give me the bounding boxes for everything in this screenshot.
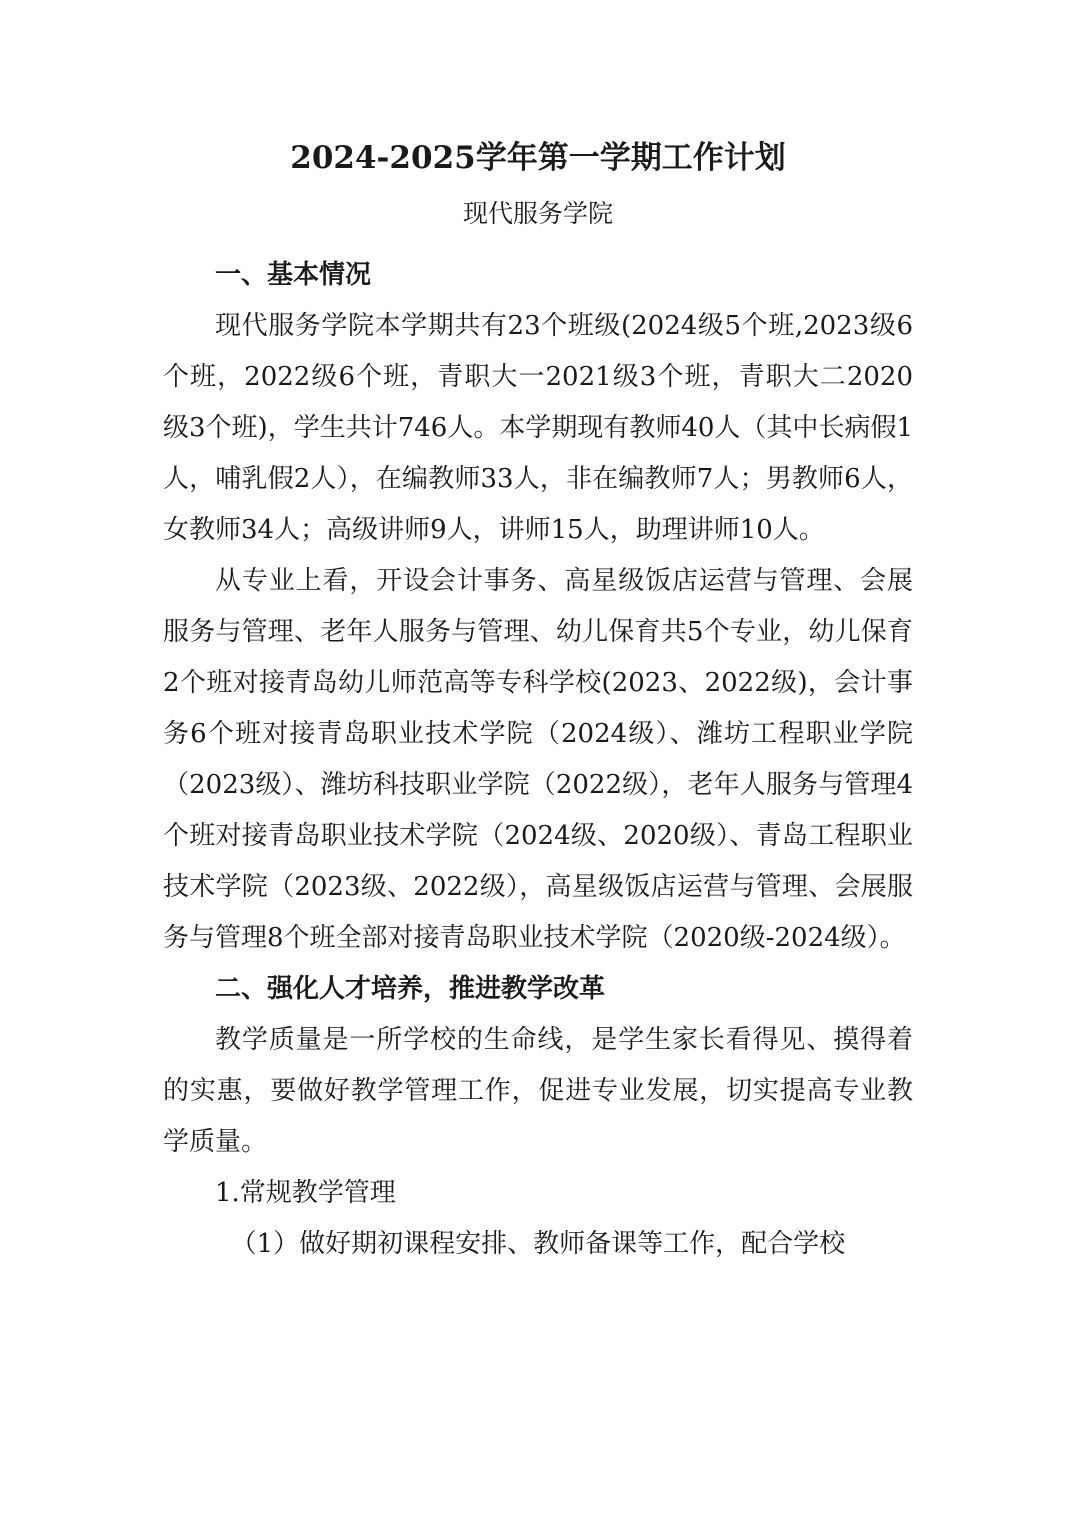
document-title: 2024-2025学年第一学期工作计划 <box>290 140 786 176</box>
subheading-routine-management: 1.常规教学管理 <box>215 1178 396 1208</box>
list-item-course-arrangement: （1）做好期初课程安排、教师备课等工作，配合学校 <box>230 1229 846 1259</box>
document-subtitle: 现代服务学院 <box>462 199 613 228</box>
paragraph-teaching-quality: 教学质量是一所学校的生命线，是学生家长看得见、摸得着的实惠，要做好教学管理工作，促进专业发展，切实提高专业教学质量。 <box>163 1025 913 1157</box>
paragraph-majors: 从专业上看，开设会计事务、高星级饭店运营与管理、会展服务与管理、老年人服务与管理、幼儿保育共5个专业，幼儿保育2个班对接青岛幼儿师范高等专科学校(2023、2022级)，会计事务6个班对接青岛职业技术学院（2024级）、潍坊工程职业学院（2023级）、潍坊科技职业学院（2022级），老年人服务与管理4个班对接青岛职业技术学院（2024级、2020级）、青岛工程职业技术学院（2023级、2022级），高星级饭店运营与管理、会展服务与管理8个班全部对接青岛职业技术学院（2020级-2024级）。 <box>163 566 913 953</box>
section-heading-basic: 一、基本情况 <box>215 260 372 290</box>
section-heading-talent: 二、强化人才培养，推进教学改革 <box>215 974 606 1004</box>
document-body <box>163 250 913 1270</box>
paragraph-basic-situation: 现代服务学院本学期共有23个班级(2024级5个班,2023级6个班，2022级6个班，青职大一2021级3个班，青职大二2020级3个班)，学生共计746人。本学期现有教师40人（其中长病假1人，哺乳假2人），在编教师33人，非在编教师7人；男教师6人，女教师34人；高级讲师9人，讲师15人，助理讲师10人。 <box>163 311 913 545</box>
